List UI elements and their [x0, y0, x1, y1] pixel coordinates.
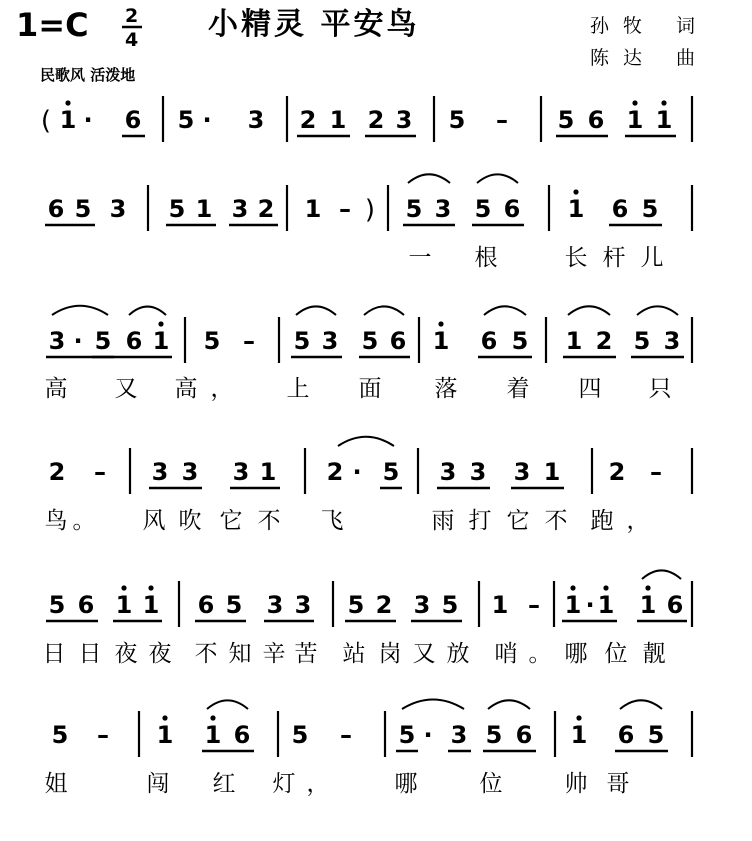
note: 3: [231, 195, 249, 223]
augmentation-dot: ·: [585, 591, 595, 619]
lyric-syllable: 放: [446, 641, 470, 667]
note: 6: [125, 327, 143, 355]
note: 1: [597, 591, 615, 619]
lyric-syllable: 站: [342, 641, 366, 667]
notation-body: [41, 96, 692, 797]
note: 3: [294, 591, 312, 619]
note: 1: [329, 106, 347, 134]
lyric-syllable: 鸟: [44, 508, 68, 534]
note: 2: [299, 106, 317, 134]
composer-credit: 陈达 曲: [590, 47, 710, 69]
lyric-syllable: 四: [578, 376, 602, 402]
lyric-syllable: 高: [44, 376, 68, 402]
lyric-syllable: 杆: [602, 245, 626, 271]
score-line-4: [45, 437, 693, 534]
note: 3: [663, 327, 681, 355]
lyric-syllable: 不: [257, 508, 281, 534]
lyric-syllable: 帅: [564, 771, 588, 797]
slur: [642, 570, 681, 579]
note: 3: [266, 591, 284, 619]
lyric-syllable: 只: [648, 376, 672, 402]
lyric-syllable: 雨: [431, 508, 455, 534]
sustain-dash: –: [97, 721, 109, 749]
note: 5: [51, 721, 69, 749]
note: 5: [347, 591, 365, 619]
note: 5: [448, 106, 466, 134]
note: 5: [291, 721, 309, 749]
slur: [364, 306, 404, 315]
bracket-mark: ): [364, 195, 376, 225]
sustain-dash: –: [339, 195, 351, 223]
octave-dot: [162, 715, 167, 720]
note: 1: [565, 327, 583, 355]
lyric-syllable: 位: [479, 771, 503, 797]
octave-dot: [603, 585, 608, 590]
note: 3: [247, 106, 265, 134]
slur: [296, 306, 336, 315]
slur: [568, 306, 610, 315]
lyric-syllable: 日: [42, 641, 66, 667]
note: 1: [59, 106, 77, 134]
note: 1: [567, 195, 585, 223]
augmentation-dot: ·: [423, 721, 433, 749]
lyric-syllable: 辛: [262, 641, 286, 667]
note: 3: [450, 721, 468, 749]
octave-dot: [158, 321, 163, 326]
time-signature-bottom: 4: [125, 29, 139, 51]
sustain-dash: –: [650, 458, 662, 486]
sustain-dash: –: [528, 591, 540, 619]
note: 6: [503, 195, 521, 223]
lyric-syllable: 哨: [494, 641, 518, 667]
octave-dot: [210, 715, 215, 720]
note: 6: [77, 591, 95, 619]
augmentation-dot: ·: [83, 106, 93, 134]
lyric-syllable: 哥: [606, 771, 630, 797]
slur: [484, 306, 526, 315]
lyric-syllable: 上: [286, 376, 310, 402]
slur: [477, 174, 518, 183]
note: 5: [94, 327, 112, 355]
note: 5: [647, 721, 665, 749]
note: 1: [570, 721, 588, 749]
note: 5: [74, 195, 92, 223]
octave-dot: [576, 715, 581, 720]
note: 1: [626, 106, 644, 134]
note: 6: [480, 327, 498, 355]
octave-dot: [573, 189, 578, 194]
note: 5: [361, 327, 379, 355]
note: 6: [515, 721, 533, 749]
score-line-2: [45, 174, 692, 271]
note: 6: [233, 721, 251, 749]
note: 5: [168, 195, 186, 223]
augmentation-dot: ·: [73, 327, 83, 355]
lyric-syllable: 红: [212, 771, 236, 797]
note: 2: [367, 106, 385, 134]
lyric-syllable: 长: [564, 245, 588, 271]
note: 1: [655, 106, 673, 134]
lyric-syllable: ，: [306, 771, 330, 797]
lyric-syllable: 不: [194, 641, 218, 667]
sustain-dash: –: [94, 458, 106, 486]
octave-dot: [661, 100, 666, 105]
note: 1: [491, 591, 509, 619]
note: 3: [151, 458, 169, 486]
lyric-syllable: 日: [78, 641, 102, 667]
note: 1: [115, 591, 133, 619]
octave-dot: [632, 100, 637, 105]
note: 1: [304, 195, 322, 223]
octave-dot: [121, 585, 126, 590]
lyric-syllable: ，: [210, 376, 234, 402]
lyric-syllable: 哪: [394, 771, 418, 797]
note: 5: [398, 721, 416, 749]
lyric-syllable: 吹: [178, 508, 202, 534]
note: 1: [152, 327, 170, 355]
lyric-syllable: 根: [474, 245, 498, 271]
note: 6: [587, 106, 605, 134]
lyric-syllable: 夜: [114, 641, 138, 667]
slur: [408, 174, 450, 183]
octave-dot: [438, 321, 443, 326]
key-signature: 1=C: [16, 6, 89, 44]
note: 3: [321, 327, 339, 355]
note: 3: [181, 458, 199, 486]
lyric-syllable: 靓: [642, 641, 666, 667]
note: 5: [633, 327, 651, 355]
lyric-syllable: 夜: [148, 641, 172, 667]
lyricist-credit: 孙牧 词: [590, 15, 710, 37]
lyric-syllable: 灯: [272, 771, 296, 797]
octave-dot: [645, 585, 650, 590]
note: 1: [639, 591, 657, 619]
note: 2: [257, 195, 275, 223]
tempo-marking: 民歌风 活泼地: [40, 66, 136, 84]
slur: [338, 437, 394, 446]
slur: [637, 306, 678, 315]
slur: [207, 700, 248, 709]
sustain-dash: –: [496, 106, 508, 134]
score-line-6: [45, 700, 693, 797]
note: 3: [232, 458, 250, 486]
lyric-syllable: 一: [408, 245, 432, 271]
note: 5: [405, 195, 423, 223]
note: 5: [382, 458, 400, 486]
note: 3: [513, 458, 531, 486]
lyric-syllable: 苦: [294, 641, 318, 667]
note: 5: [641, 195, 659, 223]
note: 5: [511, 327, 529, 355]
slur: [488, 700, 530, 709]
octave-dot: [570, 585, 575, 590]
score-header: [16, 5, 709, 84]
augmentation-dot: ·: [202, 106, 212, 134]
lyric-syllable: 打: [468, 508, 492, 534]
note: 6: [666, 591, 684, 619]
lyric-syllable: 飞: [320, 508, 344, 534]
sustain-dash: –: [340, 721, 352, 749]
lyric-syllable: 岗: [378, 641, 402, 667]
note: 1: [156, 721, 174, 749]
note: 3: [469, 458, 487, 486]
note: 3: [109, 195, 127, 223]
note: 1: [204, 721, 222, 749]
note: 5: [225, 591, 243, 619]
lyric-syllable: 高: [174, 376, 198, 402]
lyric-syllable: 儿: [640, 245, 664, 271]
note: 6: [197, 591, 215, 619]
note: 1: [259, 458, 277, 486]
lyric-syllable: 位: [604, 641, 628, 667]
sustain-dash: –: [243, 327, 255, 355]
note: 5: [485, 721, 503, 749]
bracket-mark: (: [40, 106, 52, 136]
lyric-syllable: 不: [544, 508, 568, 534]
note: 6: [611, 195, 629, 223]
note: 5: [441, 591, 459, 619]
note: 5: [474, 195, 492, 223]
note: 3: [48, 327, 66, 355]
song-title: 小精灵 平安鸟: [208, 7, 420, 42]
augmentation-dot: ·: [352, 458, 362, 486]
note: 5: [48, 591, 66, 619]
lyric-syllable: 风: [142, 508, 166, 534]
note: 1: [142, 591, 160, 619]
note: 5: [557, 106, 575, 134]
note: 2: [375, 591, 393, 619]
score-line-5: [43, 570, 693, 667]
lyric-syllable: 跑: [590, 508, 614, 534]
lyric-syllable: 。: [72, 508, 96, 534]
note: 1: [564, 591, 582, 619]
note: 6: [47, 195, 65, 223]
lyric-syllable: 。: [528, 641, 552, 667]
lyric-syllable: 知: [228, 641, 252, 667]
lyric-syllable: 面: [358, 376, 382, 402]
note: 1: [543, 458, 561, 486]
slur: [129, 307, 166, 315]
note: 2: [326, 458, 344, 486]
slur: [620, 700, 662, 709]
note: 1: [195, 195, 213, 223]
lyric-syllable: 姐: [44, 771, 68, 797]
note: 2: [595, 327, 613, 355]
note: 5: [203, 327, 221, 355]
score-line-3: [45, 306, 693, 402]
note: 3: [413, 591, 431, 619]
lyric-syllable: 它: [506, 508, 530, 534]
lyric-syllable: 它: [219, 508, 243, 534]
lyric-syllable: ，: [626, 508, 650, 534]
octave-dot: [148, 585, 153, 590]
lyric-syllable: 哪: [564, 641, 588, 667]
score-line-1: [41, 96, 692, 142]
lyric-syllable: 又: [114, 376, 138, 402]
note: 6: [124, 106, 142, 134]
time-signature-top: 2: [125, 5, 139, 27]
note: 2: [48, 458, 66, 486]
note: 1: [432, 327, 450, 355]
note: 2: [608, 458, 626, 486]
note: 6: [389, 327, 407, 355]
note: 3: [395, 106, 413, 134]
octave-dot: [65, 100, 70, 105]
note: 6: [617, 721, 635, 749]
note: 5: [177, 106, 195, 134]
lyric-syllable: 又: [412, 641, 436, 667]
lyric-syllable: 落: [434, 376, 458, 402]
note: 3: [434, 195, 452, 223]
lyric-syllable: 着: [506, 376, 530, 402]
slur: [402, 700, 464, 709]
slur: [52, 306, 108, 315]
lyric-syllable: 闯: [146, 771, 170, 797]
note: 5: [293, 327, 311, 355]
note: 3: [439, 458, 457, 486]
